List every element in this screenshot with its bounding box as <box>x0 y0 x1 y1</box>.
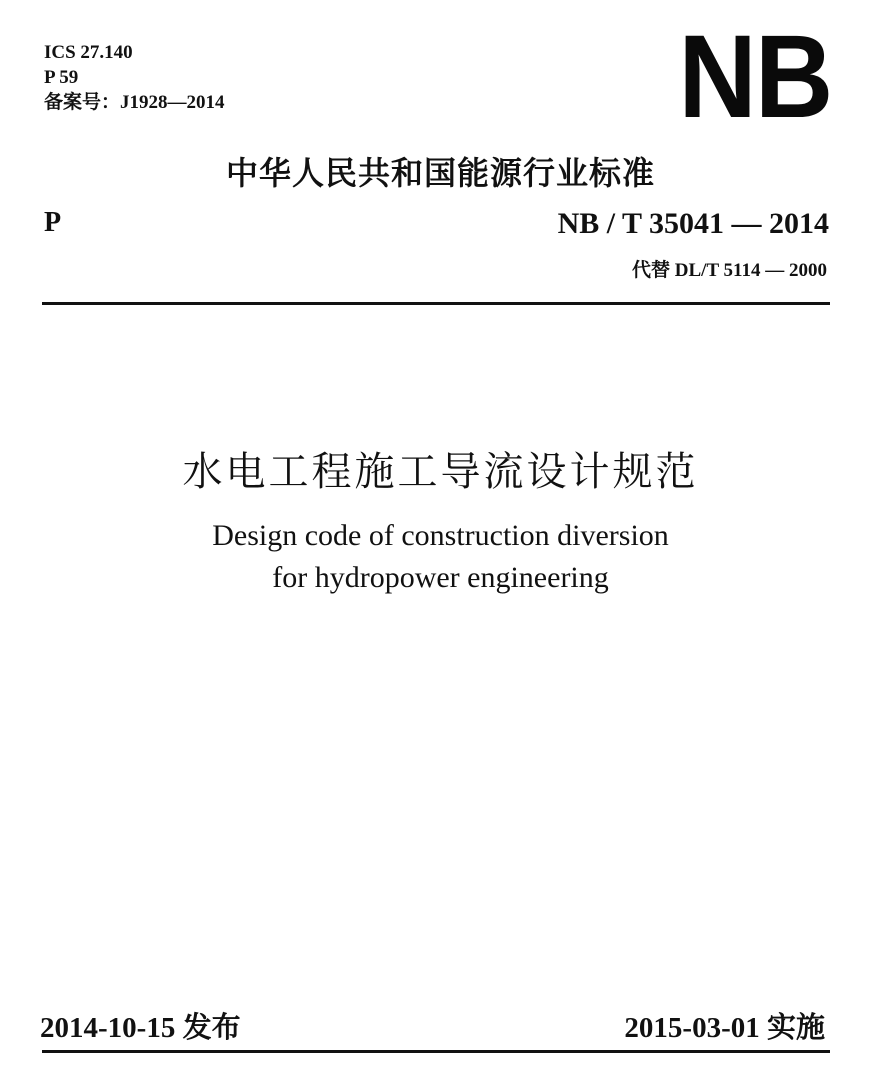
replaces-standard: 代替 DL/T 5114 — 2000 <box>632 260 827 281</box>
issue-date: 2014-10-15 发布 <box>40 1012 241 1044</box>
implementation-date: 2015-03-01 实施 <box>624 1012 825 1044</box>
standard-title-english <box>0 515 881 599</box>
standard-title-chinese: 水电工程施工导流设计规范 <box>182 449 699 495</box>
bottom-divider <box>42 1050 830 1053</box>
filing-number: 备案号：J1928—2014 <box>44 92 225 113</box>
category-code: P 59 <box>44 67 79 88</box>
industry-standard-title: 中华人民共和国能源行业标准 <box>225 154 655 192</box>
category-letter: P <box>44 207 62 238</box>
standard-number: NB / T 35041 — 2014 <box>557 207 829 240</box>
english-title-line-2: for hydropower engineering <box>272 561 609 594</box>
english-title-line-1: Design code of construction diversion <box>212 519 669 552</box>
nb-logo: NB <box>677 11 831 143</box>
classification-block <box>44 40 225 115</box>
top-divider <box>42 302 830 305</box>
ics-code: ICS 27.140 <box>44 42 133 63</box>
